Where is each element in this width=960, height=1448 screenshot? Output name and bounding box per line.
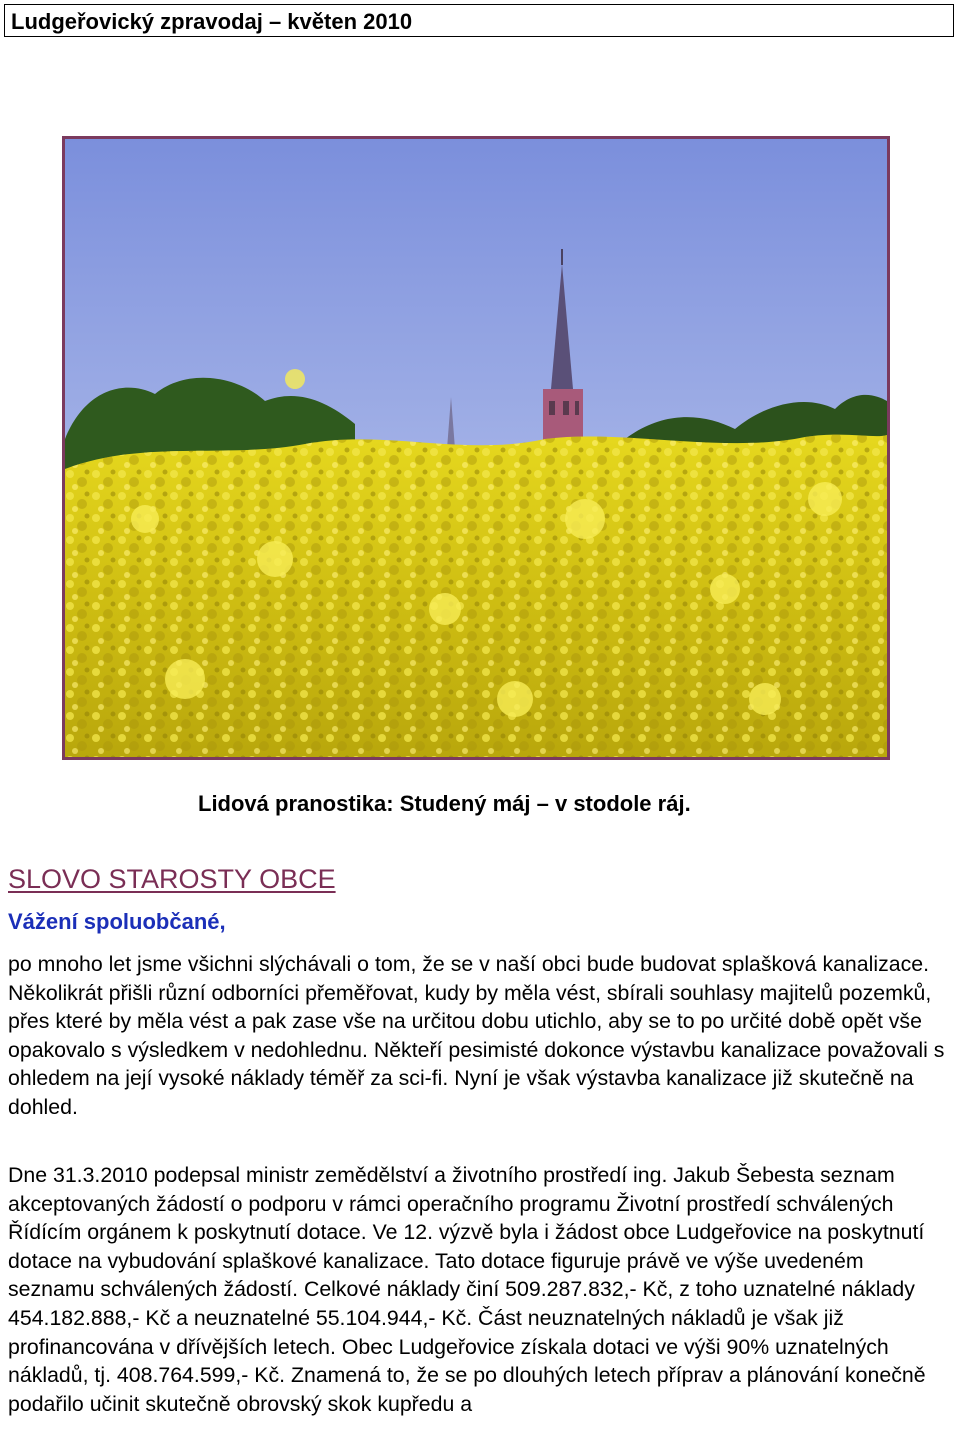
folk-proverb: Lidová pranostika: Studený máj – v stodole ráj. [198, 791, 691, 816]
cover-photo [62, 136, 890, 760]
article-paragraph: po mnoho let jsme všichni slýchávali o tom, že se v naší obci bude budovat splašková kanalizace. Několikrát přišli různí odborníci přeměřovat, kudy by měla vést, sbírali souhlasy majitelů pozemků, přes které by měla vést a pak zase vše na určitou dobu utichlo, aby se to po určité době opět vše opakovalo s výsledkem v nedohlednu. Někteří pesimisté dokonce výstavbu kanalizace považovali s ohledem na její vysoké náklady téměř za sci-fi. Nyní je však výstavba kanalizace již skutečně na dohled. [8, 952, 945, 1119]
article-paragraph: Dne 31.3.2010 podepsal ministr zemědělství a životního prostředí ing. Jakub Šebesta seznam akceptovaných žádostí o podporu v rámci operačního programu Životní prostředí schválených Řídícím orgánem k poskytnutí dotace. Ve 12. výzvě byla i žádost obce Ludgeřovice na poskytnutí dotace na vybudování splaškové kanalizace. Tato dotace figuruje právě ve výše uvedeném seznamu schválených žádostí. Celkové náklady činí 509.287.832,- Kč, z toho uznatelné náklady 454.182.888,- Kč a neuznatelné 55.104.944,- Kč. Část neuznatelných nákladů je však již profinancována v dřívějších letech. Obec Ludgeřovice získala dotaci ve výši 90% uznatelných nákladů, tj. 408.764.599,- Kč. Znamená to, že se po dlouhých letech příprav a plánování konečně podařilo učinit skutečně obrovský skok kupředu a [8, 1163, 926, 1416]
salutation: Vážení spoluobčané, [8, 909, 226, 934]
newsletter-title: Ludgeřovický zpravodaj – květen 2010 [11, 9, 413, 34]
rapeseed-field-image [65, 139, 887, 757]
newsletter-header [4, 4, 954, 37]
section-heading: SLOVO STAROSTY OBCE [8, 864, 336, 894]
